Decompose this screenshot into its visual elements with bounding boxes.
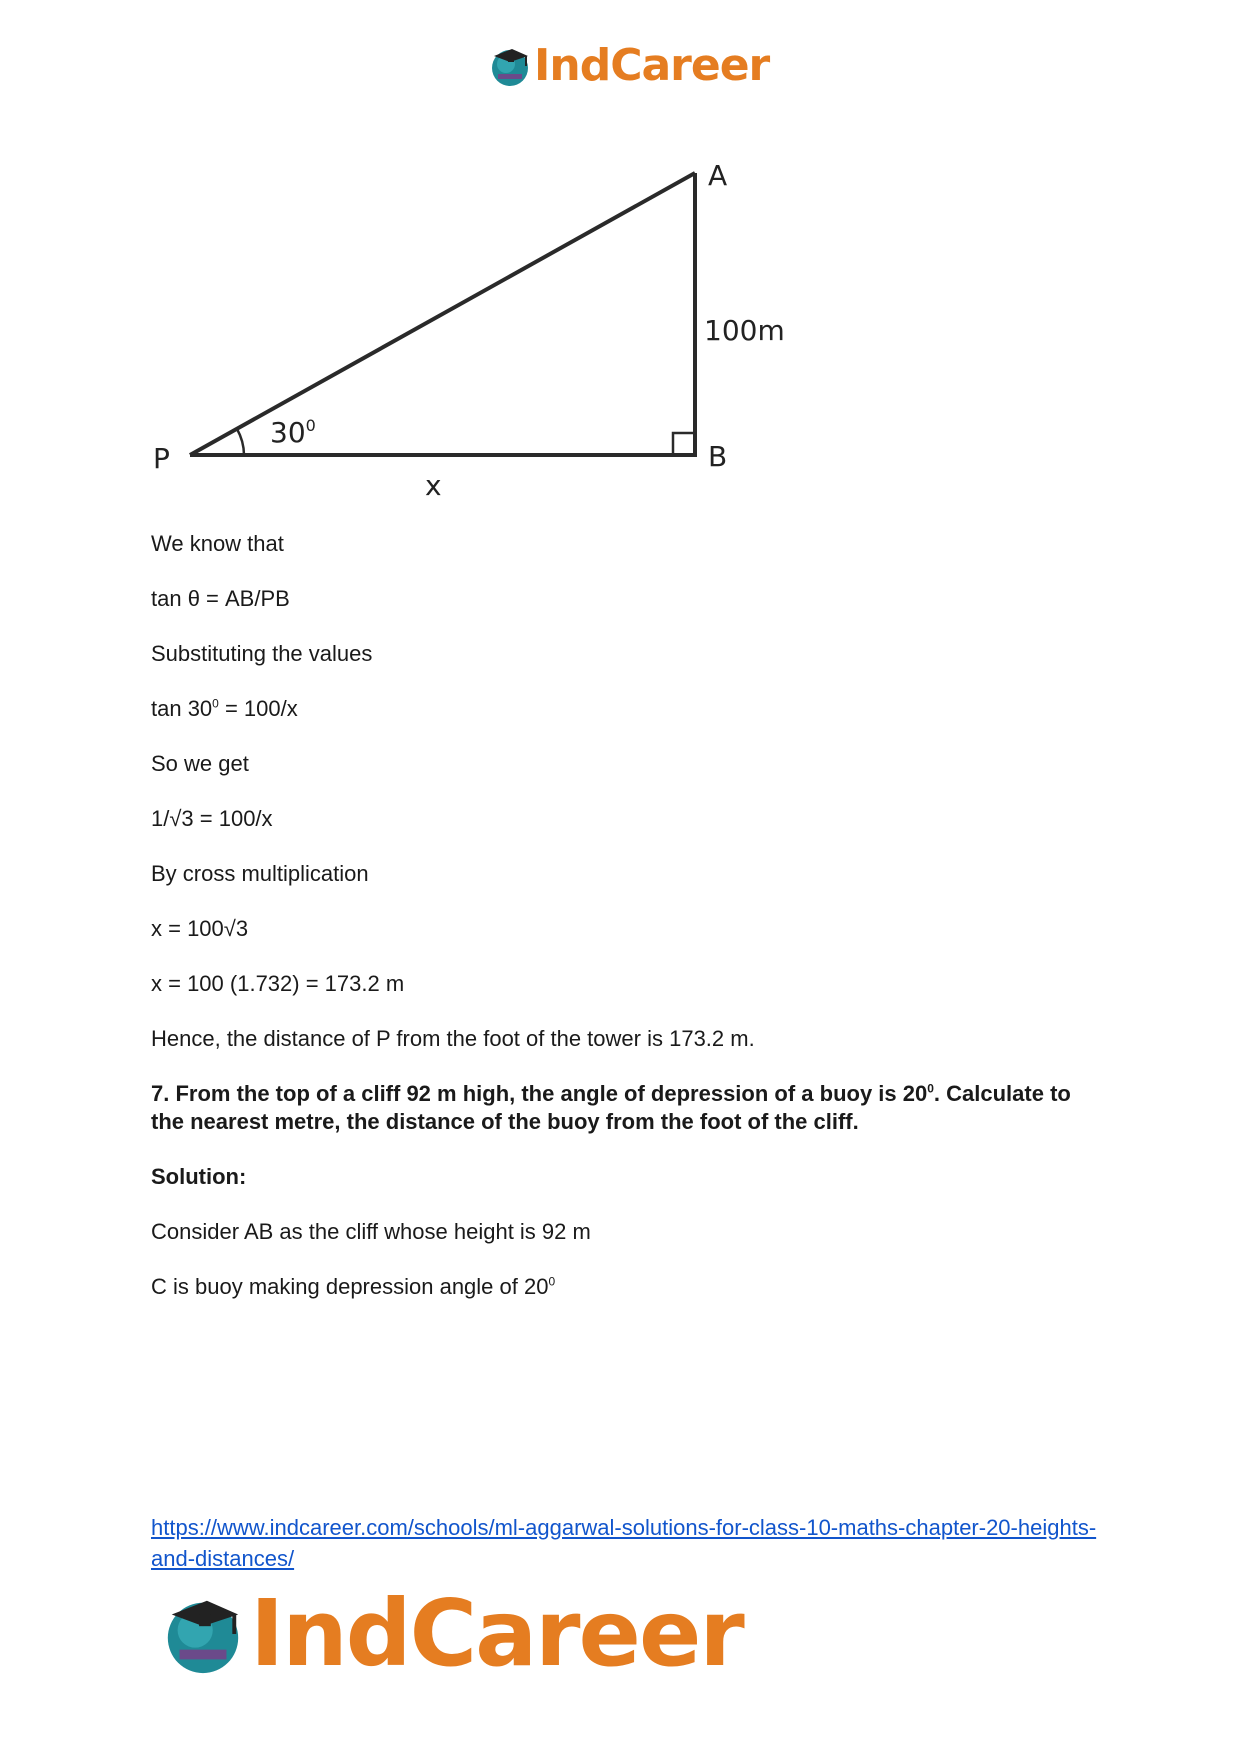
text-line: C is buoy making depression angle of $20^0$ [151,1274,556,1299]
text-line: We know that [151,531,284,556]
solution-content [151,530,1101,1328]
right-angle-mark [673,433,695,455]
vertex-label-p: P [153,442,170,475]
equation-line: x = 100√3 [151,916,249,941]
triangle-diagram [140,150,820,510]
side-length-label: 100m [704,314,785,347]
question-heading: 7. From the top of a cliff 92 m high, the angle of depression of a buoy is $20^0$. Calculate to the nearest metre, the distance of the buoy from the foot of the cliff. [151,1081,1071,1134]
source-link[interactable]: https://www.indcareer.com/schools/ml-aggarwal-solutions-for-class-10-maths-chapter-20-heights-and-distances/ [151,1515,1097,1571]
angle-arc [237,429,244,455]
header-logo [488,40,769,91]
logo-wordmark: IndCareer [250,1580,743,1687]
equation-line: tan θ = AB/PB [151,586,290,611]
footer-logo [160,1580,743,1687]
graduation-globe-icon [488,44,532,88]
solution-heading: Solution: [151,1164,247,1189]
text-line: So we get [151,751,249,776]
text-line: By cross multiplication [151,861,369,886]
text-line: Substituting the values [151,641,373,666]
hypotenuse-pa [190,173,695,455]
graduation-globe-icon [160,1591,246,1677]
logo-wordmark: IndCareer [534,40,770,91]
conclusion-line: Hence, the distance of P from the foot of the tower is 173.2 m. [151,1026,755,1051]
base-label: x [425,469,442,502]
vertex-label-b: B [708,440,728,473]
angle-label: $30^0$ [270,416,316,449]
text-line: Consider AB as the cliff whose height is 92 m [151,1219,591,1244]
equation-line: x = 100 (1.732) = 173.2 m [151,971,405,996]
equation-line: 1/√3 = 100/x [151,806,273,831]
vertex-label-a: A [708,159,728,192]
equation-line: $\tan 30^0 = 100/x$ [151,696,298,721]
